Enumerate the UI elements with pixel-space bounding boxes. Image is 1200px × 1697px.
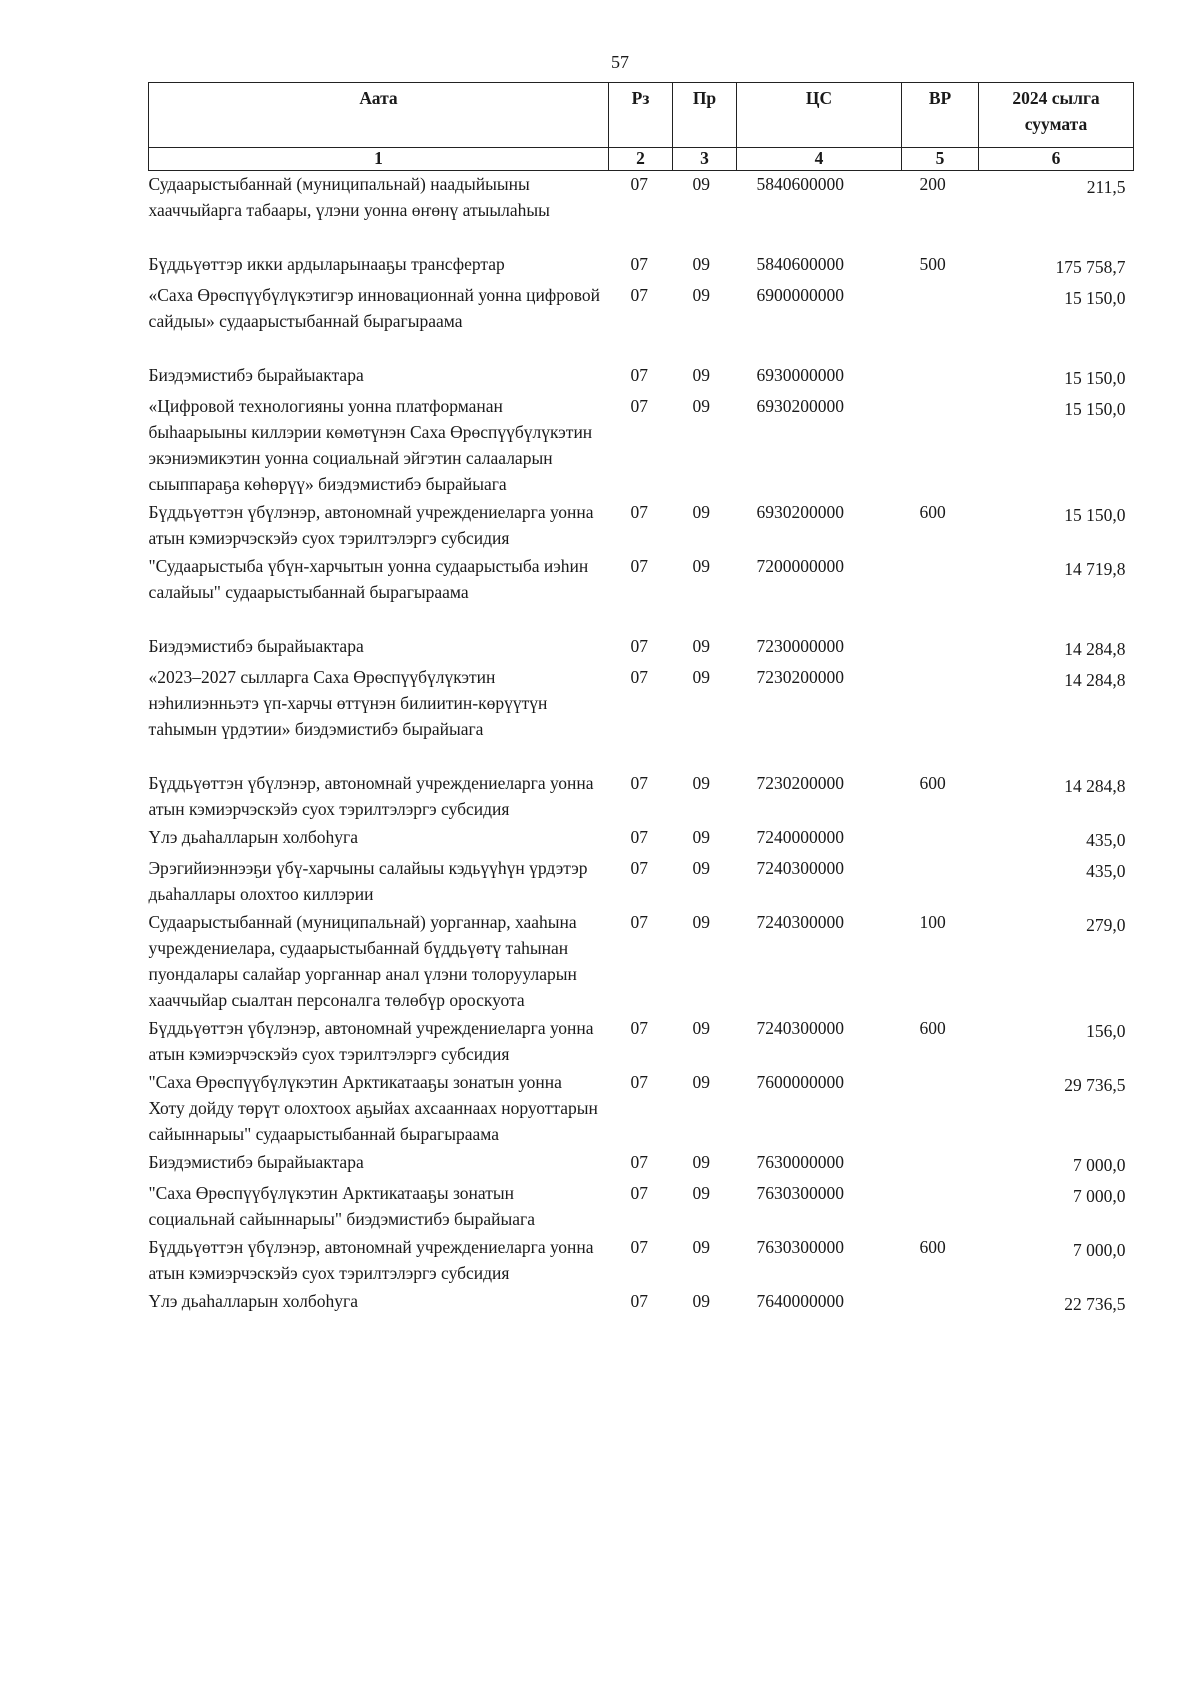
header-row [149,83,1134,148]
header-cs: ЦС [737,83,902,148]
header-name: Аата [149,83,609,148]
cell-vr [902,362,979,393]
cell-sum: 14 719,8 [1064,559,1126,579]
cell-sum: 14 284,8 [1064,776,1126,796]
cell-pr: 09 [692,827,710,847]
column-number: 1 [149,148,609,171]
cell-pr: 09 [692,1291,710,1311]
cell-vr [902,1288,979,1319]
cell-cs: 7240300000 [756,858,844,878]
cell-pr: 09 [692,1183,710,1203]
cell-cs: 5840600000 [756,174,844,194]
cell-pr: 09 [692,502,710,522]
cell-sum: 7 000,0 [1073,1240,1126,1260]
cell-name: Үлэ дьаһалларын холбоһуга [148,827,358,847]
cell-cs: 6930200000 [756,502,844,522]
cell-cs: 7630000000 [756,1152,844,1172]
cell-rz: 07 [630,1018,648,1038]
cell-vr: 600 [919,502,946,522]
cell-pr: 09 [692,858,710,878]
header-rz: Рз [609,83,673,148]
table-row [149,499,1134,553]
cell-pr: 09 [692,773,710,793]
table-row [149,362,1134,393]
header-sum: 2024 сылга суумата [979,83,1134,148]
cell-vr: 100 [919,912,946,932]
cell-vr [902,824,979,855]
header-vr: ВР [902,83,979,148]
table-row [149,393,1134,499]
cell-pr: 09 [692,1072,710,1092]
table-row [149,251,1134,282]
table-row [149,1234,1134,1288]
cell-pr: 09 [692,396,710,416]
column-number: 5 [902,148,979,171]
table-row [149,1180,1134,1234]
cell-sum: 7 000,0 [1073,1155,1126,1175]
cell-vr [902,553,979,633]
cell-pr: 09 [692,285,710,305]
cell-rz: 07 [630,1183,648,1203]
cell-name: «Цифровой технологияны уонна платформанан быһаарыыны киллэрии көмөтүнэн Саха Өрөспүүбүлүкэтин экэниэмикэтин уонна социальнай эйгэтин салааларын сыыппараҕа көһөрүү» биэдэмистибэ бырайыага [148,396,593,494]
cell-pr: 09 [692,174,710,194]
cell-cs: 7600000000 [756,1072,844,1092]
cell-name: Бүддьүөттэн үбүлэнэр, автономнай учреждениеларга уонна атын кэмиэрчэскэйэ суох тэрилтэлэргэ субсидия [148,1018,594,1064]
cell-cs: 7240000000 [756,827,844,847]
cell-rz: 07 [630,912,648,932]
budget-table [148,82,1134,1319]
cell-rz: 07 [630,667,648,687]
cell-name: Судаарыстыбаннай (муниципальнай) уорганнар, хааһына учреждениелара, судаарыстыбаннай бүддьүөтү таһынан пуондалары салайар уорганнар анал үлэни толорууларын хааччыйар сыалтан персоналга төлөбүр ороскуота [148,912,577,1010]
cell-sum: 29 736,5 [1064,1075,1126,1095]
cell-vr [902,393,979,499]
table-row [149,1288,1134,1319]
cell-cs: 6930000000 [756,365,844,385]
cell-rz: 07 [630,1072,648,1092]
cell-name: Эрэгийиэннээҕи үбү-харчыны салайыы кэдьүүһүн үрдэтэр дьаһаллары олохтоо киллэрии [148,858,588,904]
cell-pr: 09 [692,667,710,687]
table-row [149,1015,1134,1069]
table-row [149,282,1134,362]
cell-pr: 09 [692,365,710,385]
cell-rz: 07 [630,827,648,847]
cell-cs: 6930200000 [756,396,844,416]
cell-name: «Саха Өрөспүүбүлүкэтигэр инновационнай уонна цифровой сайдыы» судаарыстыбаннай бырагыраама [148,285,600,331]
cell-vr: 600 [919,773,946,793]
cell-vr [902,1180,979,1234]
cell-rz: 07 [630,285,648,305]
cell-sum: 15 150,0 [1064,368,1126,388]
cell-name: «2023–2027 сылларга Саха Өрөспүүбүлүкэтин нэһилиэнньэтэ үп-харчы өттүнэн билиитин-көрүүтүн таһымын үрдэтии» биэдэмистибэ бырайыага [148,667,548,739]
cell-sum: 175 758,7 [1055,257,1126,277]
cell-rz: 07 [630,365,648,385]
cell-pr: 09 [692,1237,710,1257]
page-number: 57 [611,52,629,72]
cell-sum: 14 284,8 [1064,670,1126,690]
cell-vr: 600 [919,1237,946,1257]
cell-vr [902,664,979,770]
cell-sum: 15 150,0 [1064,399,1126,419]
cell-cs: 7640000000 [756,1291,844,1311]
cell-rz: 07 [630,254,648,274]
cell-name: Бүддьүөттэр икки ардыларынааҕы трансфертар [148,254,505,274]
cell-pr: 09 [692,1018,710,1038]
cell-rz: 07 [630,1291,648,1311]
cell-name: "Судаарыстыба үбүн-харчытын уонна судаарыстыба иэһин салайыы" судаарыстыбаннай бырагыраама [148,556,589,602]
cell-name: Бүддьүөттэн үбүлэнэр, автономнай учреждениеларга уонна атын кэмиэрчэскэйэ суох тэрилтэлэргэ субсидия [148,502,594,548]
table-row [149,770,1134,824]
cell-pr: 09 [692,556,710,576]
cell-rz: 07 [630,773,648,793]
cell-rz: 07 [630,396,648,416]
table-row [149,553,1134,633]
cell-cs: 7630300000 [756,1183,844,1203]
cell-cs: 7200000000 [756,556,844,576]
cell-pr: 09 [692,254,710,274]
cell-rz: 07 [630,556,648,576]
cell-cs: 7240300000 [756,912,844,932]
cell-name: Судаарыстыбаннай (муниципальнай) наадыйыыны хааччыйарга табаары, үлэни уонна өҥөнү атыылаһыы [148,174,550,220]
cell-vr: 600 [919,1018,946,1038]
table-row [149,664,1134,770]
table-row [149,633,1134,664]
cell-sum: 211,5 [1086,177,1126,197]
cell-name: Биэдэмистибэ бырайыактара [148,636,364,656]
column-number-row [149,148,1134,171]
header-pr: Пр [673,83,737,148]
cell-rz: 07 [630,1237,648,1257]
cell-name: "Саха Өрөспүүбүлүкэтин Арктикатааҕы зонатын уонна Хоту дойду төрүт олохтоох аҕыйах ахсааннаах норуоттарын сайыннарыы" судаарыстыбаннай бырагыраама [148,1072,598,1144]
table-row [149,909,1134,1015]
cell-rz: 07 [630,174,648,194]
table-header [149,83,1134,171]
cell-cs: 7230200000 [756,667,844,687]
cell-vr [902,282,979,362]
cell-cs: 7630300000 [756,1237,844,1257]
table-body [149,171,1134,1320]
table-row [149,1069,1134,1149]
cell-cs: 7230000000 [756,636,844,656]
cell-name: "Саха Өрөспүүбүлүкэтин Арктикатааҕы зонатын социальнай сайыннарыы" биэдэмистибэ бырайыага [148,1183,536,1229]
column-number: 3 [673,148,737,171]
table-row [149,855,1134,909]
cell-vr: 500 [919,254,946,274]
column-number: 2 [609,148,673,171]
column-number: 6 [979,148,1134,171]
cell-sum: 7 000,0 [1073,1186,1126,1206]
cell-sum: 435,0 [1086,861,1126,881]
cell-vr [902,633,979,664]
cell-name: Биэдэмистибэ бырайыактара [148,365,364,385]
cell-rz: 07 [630,636,648,656]
cell-pr: 09 [692,636,710,656]
cell-sum: 435,0 [1086,830,1126,850]
cell-name: Бүддьүөттэн үбүлэнэр, автономнай учреждениеларга уонна атын кэмиэрчэскэйэ суох тэрилтэлэргэ субсидия [148,1237,594,1283]
cell-vr [902,1069,979,1149]
cell-cs: 7240300000 [756,1018,844,1038]
cell-sum: 22 736,5 [1064,1294,1126,1314]
cell-rz: 07 [630,1152,648,1172]
cell-name: Бүддьүөттэн үбүлэнэр, автономнай учреждениеларга уонна атын кэмиэрчэскэйэ суох тэрилтэлэргэ субсидия [148,773,594,819]
cell-name: Үлэ дьаһалларын холбоһуга [148,1291,358,1311]
cell-name: Биэдэмистибэ бырайыактара [148,1152,364,1172]
column-number: 4 [737,148,902,171]
cell-sum: 15 150,0 [1064,505,1126,525]
cell-rz: 07 [630,858,648,878]
cell-sum: 156,0 [1086,1021,1126,1041]
cell-rz: 07 [630,502,648,522]
cell-vr [902,1149,979,1180]
table-row [149,1149,1134,1180]
cell-cs: 6900000000 [756,285,844,305]
cell-vr [902,855,979,909]
table-row [149,824,1134,855]
cell-sum: 14 284,8 [1064,639,1126,659]
cell-vr: 200 [919,174,946,194]
cell-cs: 7230200000 [756,773,844,793]
cell-pr: 09 [692,1152,710,1172]
cell-cs: 5840600000 [756,254,844,274]
cell-sum: 15 150,0 [1064,288,1126,308]
table-row [149,171,1134,252]
cell-pr: 09 [692,912,710,932]
cell-sum: 279,0 [1086,915,1126,935]
